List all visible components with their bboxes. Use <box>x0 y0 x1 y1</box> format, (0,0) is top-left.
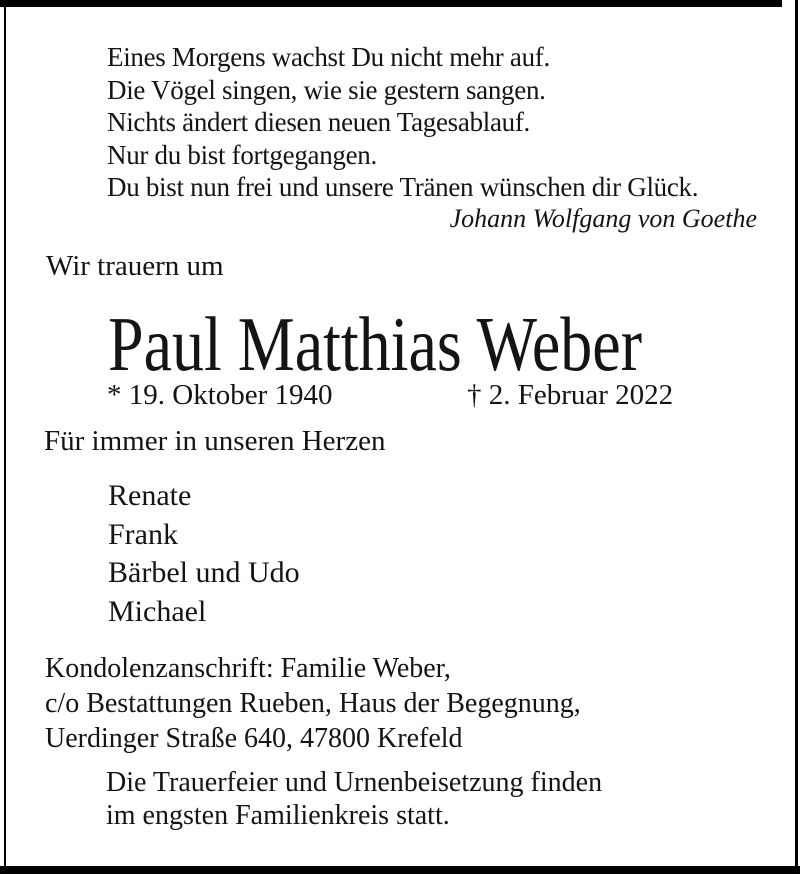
ceremony-line-1: Die Trauerfeier und Urnenbeisetzung finden <box>106 767 603 798</box>
death-date: † 2. Februar 2022 <box>467 379 674 411</box>
poem-line-3: Nichts ändert diesen neuen Tagesablauf. <box>107 107 531 137</box>
mourner-name: Frank <box>108 517 178 551</box>
scan-border-left <box>4 7 6 866</box>
poem-line-4: Nur du bist fortgegangen. <box>107 139 377 170</box>
scan-border-top <box>0 0 782 7</box>
condolence-line-2: c/o Bestattungen Rueben, Haus der Begegnung, <box>45 688 581 719</box>
mourner-name: Michael <box>108 594 207 628</box>
condolence-line-1: Kondolenzanschrift: Familie Weber, <box>45 653 451 684</box>
ceremony-notice <box>106 766 602 832</box>
deceased-name: Paul Matthias Weber <box>108 301 642 387</box>
mourners-list <box>108 477 300 631</box>
poem-line-1: Eines Morgens wachst Du nicht mehr auf. <box>107 42 550 72</box>
condolence-address <box>45 651 581 756</box>
mourning-intro: Wir trauern um <box>46 250 224 282</box>
poem-line-5: Du bist nun frei und unsere Tränen wünschen dir Glück. <box>107 172 699 202</box>
poem-attribution: Johann Wolfgang von Goethe <box>449 204 757 233</box>
poem-line-2: Die Vögel singen, wie sie gestern sangen. <box>107 74 546 105</box>
condolence-line-3: Uerdinger Straße 640, 47800 Krefeld <box>45 723 463 754</box>
scan-border-right <box>795 0 798 866</box>
mourner-name: Bärbel und Udo <box>108 556 300 589</box>
birth-date: * 19. Oktober 1940 <box>107 379 333 411</box>
scan-border-bottom <box>0 866 800 874</box>
tribute-line: Für immer in unseren Herzen <box>44 425 386 457</box>
ceremony-line-2: im engsten Familienkreis statt. <box>106 800 450 831</box>
mourner-name: Renate <box>108 479 192 512</box>
memorial-poem <box>107 41 698 204</box>
